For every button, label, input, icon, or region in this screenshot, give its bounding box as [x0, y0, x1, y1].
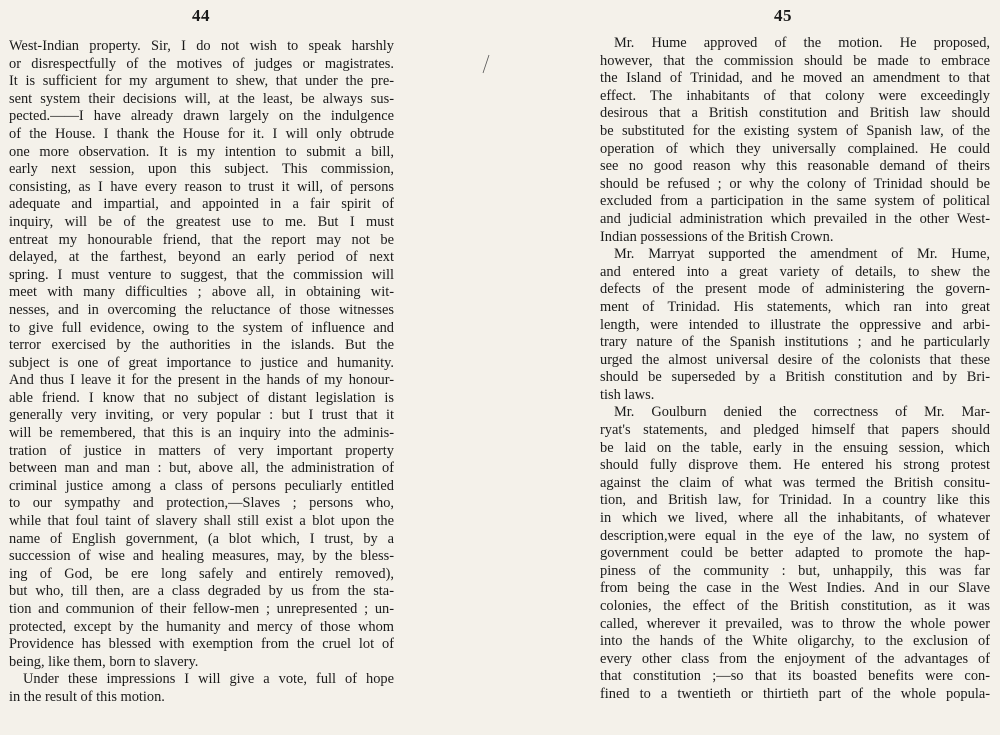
text-line: Mr. Goulburn denied the correctness of Mr. Mar- — [614, 404, 990, 421]
text-line: adequate and impartial, and appointed in a fair spirit of — [9, 196, 394, 213]
text-line: and entered into a great variety of details, to shew the — [600, 263, 990, 280]
text-line: one more observation. It is my intention to submit a bill, — [9, 143, 394, 160]
text-line: will be remembered, that this is an inquiry into the adminis- — [9, 425, 394, 442]
text-line: defects of the present mode of administering the govern- — [600, 281, 990, 298]
text-line: description,were equal in the eye of the law, no system of — [600, 527, 990, 544]
text-line: ryat's statements, and pledged himself that papers should — [600, 422, 990, 439]
text-line: against the claim of what was termed the British consitu- — [600, 474, 990, 491]
text-line: from being the case in the West Indies. And in our Slave — [600, 580, 990, 597]
text-column — [9, 38, 394, 707]
text-line: should be superseded by a British constitution and by Bri- — [600, 369, 990, 386]
text-line: consisting, as I have every reason to trust it will, of persons — [9, 178, 394, 195]
text-line: And thus I leave it for the present in the hands of my honour- — [9, 372, 394, 389]
text-line: tion and communion of their fellow-men ; unrepresented ; un- — [9, 601, 394, 617]
text-line: piness of the community : but, unhappily, this was far — [600, 562, 990, 579]
text-line: protected, except by the humanity and mercy of those whom — [9, 618, 394, 635]
text-line: effect. The inhabitants of that colony were exceedingly — [600, 87, 990, 104]
text-line: sent system their decisions will, at the least, be always sus- — [9, 90, 394, 107]
text-line: It is sufficient for my argument to shew, that under the pre- — [9, 73, 394, 90]
text-line: terror exercised by the authorities in the islands. But the — [9, 337, 394, 354]
text-line: that constitution ;—so that its boasted benefits were con- — [600, 668, 990, 685]
text-line: delayed, at the farthest, beyond an early period of next — [9, 249, 394, 266]
text-line: see no good reason why this reasonable demand of theirs — [600, 158, 990, 175]
text-line: excluded from a participation in the same system of political — [600, 193, 990, 210]
text-line: in which we lived, where all the inhabitants, of whatever — [600, 510, 990, 527]
text-line: Mr. Marryat supported the amendment of Mr. Hume, — [614, 246, 990, 263]
text-line: desirous that a British constitution and British law should — [600, 105, 990, 122]
text-line: Mr. Hume approved of the motion. He proposed, — [614, 35, 990, 51]
text-line: ment of Trinidad. His statements, which ran into great — [600, 298, 990, 315]
text-line: spring. I must venture to suggest, that the commission will — [9, 266, 394, 283]
text-line: tration of justice in matters of very important property — [9, 442, 394, 459]
text-line: pected.——I have already drawn largely on the indulgence — [9, 108, 394, 125]
page-number: 44 — [192, 6, 210, 25]
text-line: tion, and British law, for Trinidad. In a country like this — [600, 492, 990, 509]
text-line: should fully disprove them. He entered his strong protest — [600, 457, 990, 474]
text-line: should be refused ; or why the colony of Trinidad should be — [600, 175, 990, 192]
text-line: fined to a twentieth or thirtieth part of the whole popula- — [600, 685, 990, 702]
text-line: operation of which they universally complained. He could — [600, 140, 990, 157]
text-line: ing of God, be ere long safely and entirely removed), — [9, 565, 394, 582]
text-line: subject is one of great importance to justice and humanity. — [9, 354, 394, 371]
text-line: inquiry, will be of the greatest use to me. But I must — [9, 213, 394, 230]
text-line: generally very inviting, or very popular : but I trust that it — [9, 407, 394, 424]
page-number: 45 — [774, 6, 792, 25]
text-line: however, that the commission should be made to embrace — [600, 52, 990, 69]
text-line: able friend. I know that no subject of distant legislation is — [9, 389, 394, 406]
text-line: length, were intended to illustrate the oppressive and arbi- — [600, 316, 990, 333]
text-line: government could be better adapted to promote the hap- — [600, 545, 990, 562]
text-line: tish laws. — [600, 386, 655, 403]
text-line: every other class from the enjoyment of the advantages of — [600, 650, 990, 667]
text-line: nesses, and in overcoming the reluctance of those witnesses — [9, 301, 394, 318]
text-line: criminal justice among a class of persons peculiarly entitled — [9, 477, 394, 494]
text-line: in the result of this motion. — [9, 688, 165, 705]
text-line: West-Indian property. Sir, I do not wish to speak harshly — [9, 38, 394, 54]
text-column — [600, 35, 990, 704]
text-line: succession of wise and healing measures, may, by the bless- — [9, 548, 394, 565]
text-line: or disrespectfully of the motives of judges or magistrates. — [9, 55, 394, 72]
text-line: be substituted for the existing system of Spanish law, of the — [600, 122, 990, 139]
text-line: while that foul taint of slavery shall still exist a blot upon the — [9, 513, 394, 530]
text-line: Providence has blessed with exemption from the cruel lot of — [9, 636, 394, 653]
text-line: meet with many difficulties ; above all, in obtaining wit- — [9, 284, 394, 301]
text-line: to give full evidence, owing to the system of influence and — [9, 319, 394, 336]
text-line: the Island of Trinidad, and he moved an amendment to that — [600, 70, 990, 87]
text-line: of the House. I thank the House for it. I will only obtrude — [9, 125, 394, 142]
text-line: entreat my honourable friend, that the report may not be — [9, 231, 394, 248]
text-line: but who, till then, are a class degraded by us from the sta- — [9, 583, 394, 600]
text-line: name of English government, (a blot which, I trust, by a — [9, 530, 394, 547]
text-line: between man and man : but, above all, the administration of — [9, 460, 394, 477]
text-line: be laid on the table, early in the ensuing session, which — [600, 439, 990, 456]
pencil-mark-icon — [481, 54, 491, 74]
text-line: urged the almost universal desire of the colonists that these — [600, 351, 990, 368]
text-line: early next session, upon this subject. This commission, — [9, 161, 394, 178]
text-line: to our sympathy and protection,—Slaves ; persons who, — [9, 495, 394, 512]
text-line: Under these impressions I will give a vote, full of hope — [23, 671, 394, 688]
text-line: into the hands of the White oligarchy, to the exclusion of — [600, 633, 990, 650]
text-line: Indian possessions of the British Crown. — [600, 228, 834, 245]
text-line: being, like them, born to slavery. — [9, 653, 199, 670]
text-line: called, wherever it prevailed, was to throw the whole power — [600, 615, 990, 632]
text-line: colonies, the effect of the British constitution, as it was — [600, 598, 990, 614]
text-line: and judicial administration which prevailed in the other West- — [600, 210, 990, 227]
text-line: trary nature of the Spanish institutions ; and he particularly — [600, 334, 990, 351]
